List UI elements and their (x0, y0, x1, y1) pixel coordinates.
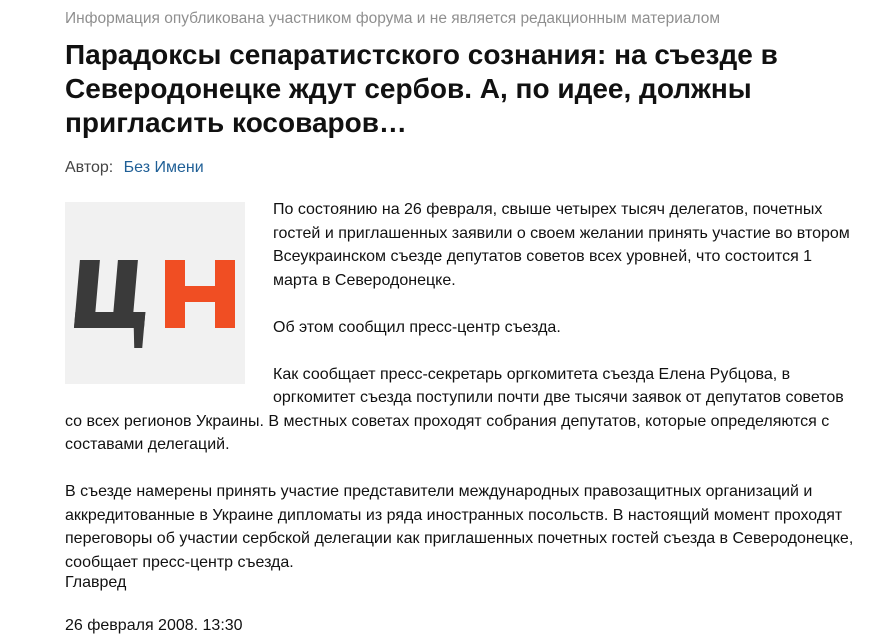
forum-disclaimer: Информация опубликована участником форума и не является редакционным материалом (65, 10, 721, 27)
article-paragraph: Как сообщает пресс-секретарь оргкомитета съезда Елена Рубцова, в оргкомитет съезда поступили почти две тысячи заявок от депутатов советов со всех регионов Украины. В местных советах проходят собрания депутатов, которые определяются с составами делегаций. (65, 365, 844, 453)
author-row (65, 159, 204, 177)
article-body (65, 198, 855, 598)
author-label: Автор: (65, 159, 114, 176)
logo-float-spacer (65, 198, 273, 392)
article-date: 26 февраля 2008. 13:30 (65, 617, 243, 634)
author-link[interactable]: Без Имени (123, 159, 204, 176)
article-title: Парадоксы сепаратистского сознания: на съезде в Северодонецке ждут сербов. А, по идее, должны пригласить косоваров… (65, 39, 778, 138)
article-paragraph: В съезде намерены принять участие представители международных правозащитных организаций и аккредитованные в Украине дипломаты из ряда иностранных посольств. В настоящий момент проходят переговоры об участии сербской делегации как приглашенных почетных гостей съезда в Северодонецке, сообщает пресс-центр съезда. (65, 483, 854, 571)
article-paragraph: Об этом сообщил пресс-центр съезда. (273, 318, 561, 336)
article-paragraph: По состоянию на 26 февраля, свыше четырех тысяч делегатов, почетных гостей и приглашенных заявили о своем желании принять участие во втором Всеукраинском съезде депутатов советов всех уровней, что состоится 1 марта в Северодонецке. (273, 201, 850, 289)
article-source: Главред (65, 574, 127, 591)
